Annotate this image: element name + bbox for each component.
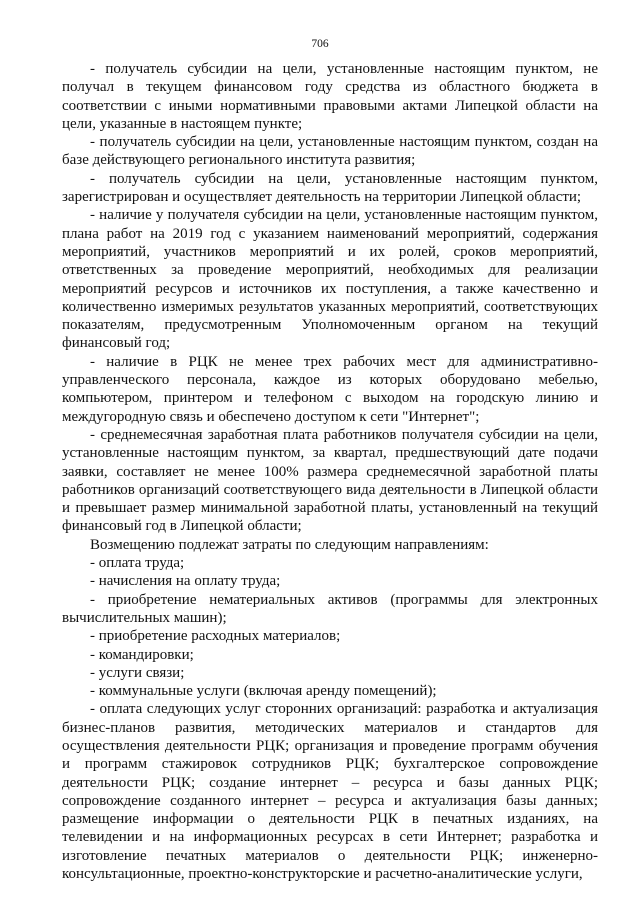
paragraph: Возмещению подлежат затраты по следующим направлениям: <box>90 536 489 553</box>
document-body <box>62 60 598 883</box>
paragraph: - получатель субсидии на цели, установленные настоящим пунктом, зарегистрирован и осуществляет деятельность на территории Липецкой области; <box>62 170 598 206</box>
page-number: 706 <box>311 38 329 50</box>
paragraph: - получатель субсидии на цели, установленные настоящим пунктом, создан на базе действующего регионального института развития; <box>62 134 598 169</box>
list-item: - оплата следующих услуг сторонних организаций: разработка и актуализация бизнес-планов развития, методических материалов и стандартов для осуществления деятельности РЦК; организация и проведение программ обучения и программ стажировок сотрудников РЦК; бухгалтерское сопровождение деятельности РЦК; создание интернет – ресурса и базы данных РЦК; сопровождение созданного интернет – ресурса и актуализация базы данных; размещение информации о деятельности РЦК в печатных изданиях, на телевидении и на информационных ресурсах в сети Интернет; разработка и изготовление печатных материалов о деятельности РЦК; инженерно-консультационные, проектно-конструкторские и расчетно-аналитические услуги, <box>62 701 598 883</box>
list-item: - услуги связи; <box>90 664 185 681</box>
list-item: - командировки; <box>90 646 194 663</box>
list-item: - приобретение расходных материалов; <box>90 628 341 645</box>
list-item: - приобретение нематериальных активов (программы для электронных вычислительных машин); <box>62 591 598 626</box>
list-item: - коммунальные услуги (включая аренду помещений); <box>90 683 437 700</box>
paragraph: - получатель субсидии на цели, установленные настоящим пунктом, не получал в текущем финансовом году средства из областного бюджета в соответствии с иными нормативными правовыми актами Липецкой области на цели, указанные в настоящем пункте; <box>62 61 598 132</box>
list-item: - оплата труда; <box>90 555 185 572</box>
paragraph: - среднемесячная заработная плата работников получателя субсидии на цели, установленные настоящим пунктом, за квартал, предшествующий дате подачи заявки, составляет не менее 100% размера среднемесячной заработной платы работников организаций соответствующего вида деятельности в Липецкой области и превышает размер минимальной заработной платы, установленный на текущий финансовый год в Липецкой области; <box>62 426 598 535</box>
paragraph: - наличие у получателя субсидии на цели, установленные настоящим пунктом, плана работ на 2019 год с указанием наименований мероприятий, содержания мероприятий, участников мероприятий и их ролей, сроков мероприятий, ответственных за проведение мероприятий, необходимых для реализации мероприятий ресурсов и источников их поступления, а также качественно и количественно измеримых результатов указанных мероприятий, соответствующих показателям, предусмотренным Уполномоченным органом на текущий финансовый год; <box>62 207 598 352</box>
list-item: - начисления на оплату труда; <box>90 573 281 590</box>
paragraph: - наличие в РЦК не менее трех рабочих мест для административно-управленческого персонала, каждое из которых оборудовано мебелью, компьютером, принтером и телефоном с выходом на городскую линию и междугородную связь и обеспечено доступом к сети "Интернет"; <box>62 353 598 425</box>
